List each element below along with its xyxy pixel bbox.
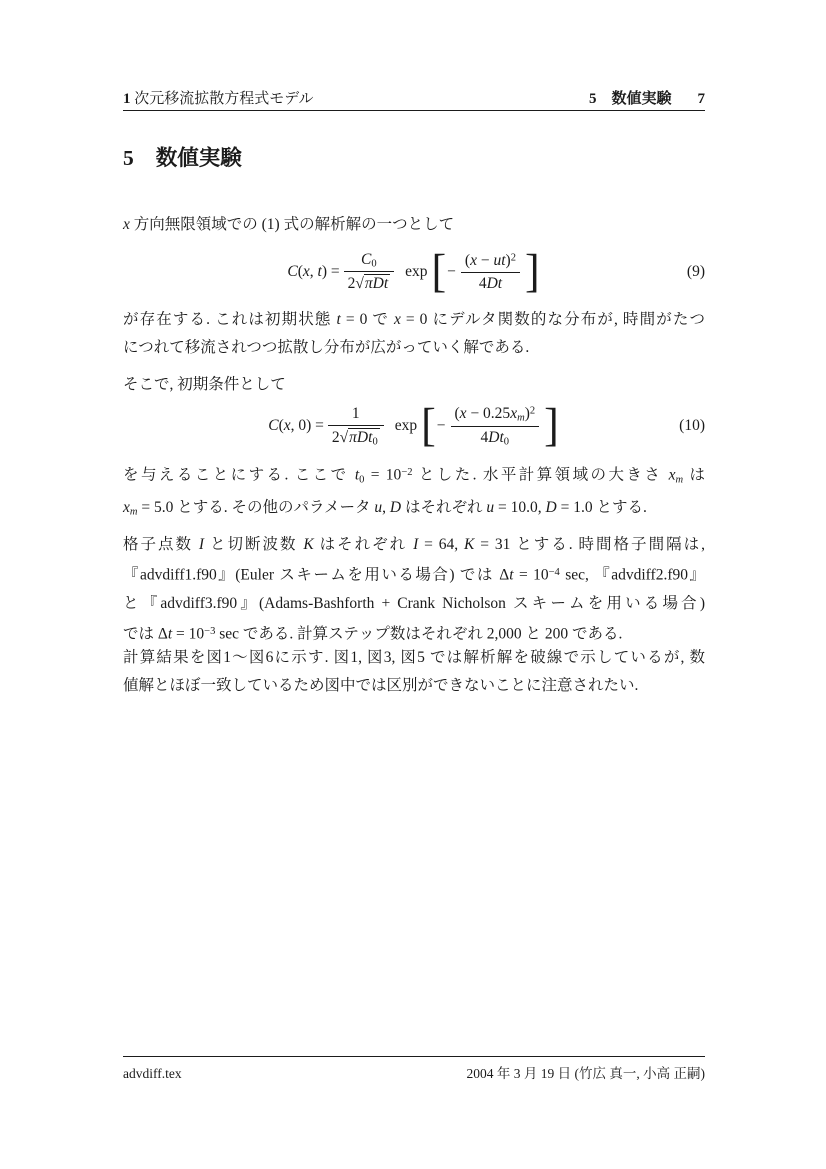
- text-segment: − 0.25: [466, 404, 511, 422]
- text-segment: そこで, 初期条件として: [123, 376, 286, 393]
- text-line: [123, 334, 705, 362]
- text-segment: , 0) =: [290, 417, 324, 434]
- radical-sign: √: [355, 275, 364, 293]
- text-segment: x: [510, 404, 518, 422]
- eq10-inner-fraction: [451, 405, 540, 447]
- equation-10: [123, 396, 705, 456]
- text-segment: とした. 水平計算領域の大きさ: [412, 466, 669, 484]
- text-line: [123, 531, 705, 559]
- text-segment: −: [476, 251, 494, 269]
- exp-operator: exp: [405, 263, 428, 280]
- eq9-inner-numerator: [461, 252, 520, 272]
- text-segment: = 0 にデルタ関数的な分布が, 時間がたつ: [400, 311, 705, 328]
- text-segment: ): [505, 251, 511, 269]
- text-line: [123, 494, 705, 527]
- header-section-number: 1: [123, 91, 131, 107]
- text-segment: = 10.0,: [494, 499, 546, 517]
- eq10-denominator: [328, 426, 384, 448]
- text-line: [123, 644, 705, 672]
- section-heading: [123, 141, 705, 172]
- text-segment: 2: [529, 405, 536, 417]
- text-segment: 4: [478, 274, 487, 292]
- eq9-main-fraction: [344, 251, 395, 294]
- text-segment: x: [123, 216, 134, 233]
- text-segment: 0: [359, 474, 365, 486]
- section-title: 数値実験: [155, 146, 242, 170]
- header-left-title: [123, 87, 314, 108]
- eq9-numerator: [357, 251, 381, 272]
- text-segment: u: [374, 499, 383, 517]
- page-footer: [123, 1062, 705, 1082]
- eq10-main-fraction: [328, 405, 384, 448]
- text-segment: 4: [480, 428, 489, 446]
- text-segment: I: [413, 536, 419, 553]
- text-segment: (: [278, 417, 284, 434]
- text-segment: 計算結果を図1〜図6に示す. 図1, 図3, 図5 では解析解を破線で示しているが, 数: [123, 649, 705, 666]
- text-segment: −2: [401, 467, 413, 478]
- equation-10-body: [268, 399, 560, 452]
- text-segment: につれて移流されつつ拡散し分布が広がっていく解である.: [123, 339, 530, 356]
- text-segment: は: [683, 466, 705, 484]
- header-current-section: 5 数値実験: [588, 91, 672, 107]
- text-segment: が存在する. これは初期状態: [123, 311, 337, 328]
- text-segment: = 64,: [418, 536, 465, 553]
- text-segment: 格子点数: [123, 536, 199, 553]
- text-segment: I: [198, 536, 205, 553]
- text-segment: x: [470, 251, 477, 269]
- text-segment: t: [354, 466, 360, 484]
- text-segment: = 1.0 とする.: [556, 499, 647, 517]
- text-segment: と『advdiff3.f90』(Adams-Bashforth + Crank Nicholson スキームを用いる場合): [123, 594, 705, 612]
- text-segment: 2: [510, 251, 516, 263]
- equation-9-label: (9): [686, 263, 705, 280]
- text-segment: m: [129, 506, 138, 518]
- text-segment: 0: [503, 436, 510, 448]
- text-segment: ,: [382, 499, 390, 517]
- coefficient: 2: [331, 428, 340, 446]
- footer-filename: advdiff.tex: [123, 1066, 182, 1081]
- right-bracket: ]: [524, 245, 540, 298]
- text-segment: D: [389, 499, 402, 517]
- text-segment: ut: [493, 251, 506, 269]
- text-segment: 『advdiff1.f90』(Euler スキームを用いる場合) では Δ: [123, 566, 510, 584]
- text-segment: ): [524, 404, 530, 422]
- eq9-lhs: [287, 263, 339, 281]
- left-bracket: [: [421, 399, 436, 452]
- exp-operator: exp: [394, 417, 418, 434]
- text-segment: はそれぞれ: [401, 499, 487, 517]
- left-bracket: [: [431, 245, 447, 298]
- text-segment: −3: [204, 625, 216, 637]
- text-segment: x: [459, 404, 467, 422]
- text-segment: x: [668, 466, 676, 484]
- coefficient: 2: [347, 275, 356, 293]
- text-segment: C: [268, 417, 279, 434]
- text-segment: Dt: [488, 428, 504, 446]
- text-segment: m: [675, 474, 684, 486]
- eq9-inner-fraction: [461, 252, 520, 293]
- text-segment: 0: [371, 258, 377, 270]
- text-segment: = 10: [364, 466, 402, 484]
- right-bracket: ]: [544, 399, 559, 452]
- text-segment: x: [394, 311, 401, 328]
- equation-10-label: (10): [679, 417, 705, 434]
- text-segment: x: [123, 499, 130, 517]
- text-segment: Dt: [486, 274, 503, 292]
- text-line: [123, 306, 705, 334]
- text-segment: sec である. 計算ステップ数はそれぞれ 2,000 と 200 である.: [215, 625, 623, 643]
- eq10-numerator: [348, 405, 364, 425]
- text-segment: 方向無限領域での (1) 式の解析解の一つとして: [133, 216, 455, 233]
- text-segment: D: [545, 499, 557, 517]
- eq9-denominator: [344, 272, 395, 293]
- header-title-text: 次元移流拡散方程式モデル: [130, 91, 314, 107]
- text-segment: πDt: [364, 275, 389, 293]
- text-segment: = 10: [172, 625, 205, 643]
- paragraph-parameters: [123, 459, 705, 527]
- text-segment: C: [361, 250, 372, 268]
- text-segment: t: [509, 566, 514, 584]
- text-segment: 1: [351, 404, 360, 422]
- text-segment: = 10: [513, 566, 549, 584]
- radicand: [348, 428, 380, 448]
- text-segment: = 31 とする. 時間格子間隔は,: [474, 536, 705, 553]
- paragraph-intro: [123, 211, 705, 239]
- text-segment: (: [454, 404, 460, 422]
- text-segment: 0: [372, 436, 378, 448]
- footer-rule: [123, 1056, 705, 1057]
- text-segment: sec, 『advdiff2.f90』: [559, 566, 706, 584]
- text-segment: はそれぞれ: [313, 536, 414, 553]
- section-number: 5: [123, 146, 134, 170]
- text-line: [123, 590, 705, 618]
- text-segment: ) =: [321, 263, 340, 280]
- text-segment: πDt: [349, 428, 373, 446]
- text-segment: 値解とほぼ一致しているため図中では区別ができないことに注意されたい.: [123, 677, 639, 694]
- text-segment: = 0 で: [340, 311, 395, 328]
- text-line: [123, 672, 705, 700]
- text-segment: C: [287, 263, 298, 280]
- text-line: [123, 371, 705, 399]
- text-segment: では Δ: [123, 625, 168, 643]
- text-line: [123, 211, 705, 239]
- text-segment: を与えることにする. ここで: [123, 466, 355, 484]
- text-segment: K: [464, 536, 475, 553]
- equation-9-body: [287, 245, 540, 298]
- text-segment: t: [167, 625, 173, 643]
- text-segment: u: [486, 499, 495, 517]
- text-line: [123, 559, 705, 590]
- paragraph-results: [123, 644, 705, 700]
- header-rule: [123, 110, 705, 111]
- paragraph-grid-settings: [123, 531, 705, 648]
- text-segment: と切断波数: [204, 536, 304, 553]
- radicand: [364, 274, 390, 293]
- footer-date-authors: 2004 年 3 月 19 日 (竹広 真一, 小高 正嗣): [466, 1066, 705, 1081]
- text-segment: ,: [309, 263, 318, 280]
- eq9-inner-denominator: [475, 273, 506, 293]
- equation-9: [123, 243, 705, 301]
- text-segment: = 5.0 とする. その他のパラメータ: [137, 499, 375, 517]
- text-segment: x: [283, 417, 291, 434]
- text-segment: t: [317, 263, 322, 280]
- paragraph-solution-description: [123, 306, 705, 362]
- text-segment: −4: [548, 567, 560, 578]
- header-right: [589, 87, 705, 108]
- paragraph-initial-condition-lead: [123, 371, 705, 399]
- text-segment: K: [303, 536, 314, 553]
- page-number: 7: [697, 91, 705, 107]
- text-segment: (: [297, 263, 303, 280]
- eq10-lhs: [268, 417, 324, 435]
- minus-sign: −: [447, 263, 456, 280]
- text-segment: x: [302, 263, 310, 280]
- text-line: [123, 459, 705, 494]
- text-segment: (: [464, 251, 471, 269]
- text-segment: m: [517, 412, 525, 424]
- eq10-inner-numerator: [451, 405, 540, 426]
- eq10-inner-denominator: [477, 427, 514, 448]
- minus-sign: −: [436, 417, 446, 434]
- text-segment: t: [336, 311, 341, 328]
- radical-sign: √: [339, 428, 349, 446]
- page-header: [123, 87, 705, 108]
